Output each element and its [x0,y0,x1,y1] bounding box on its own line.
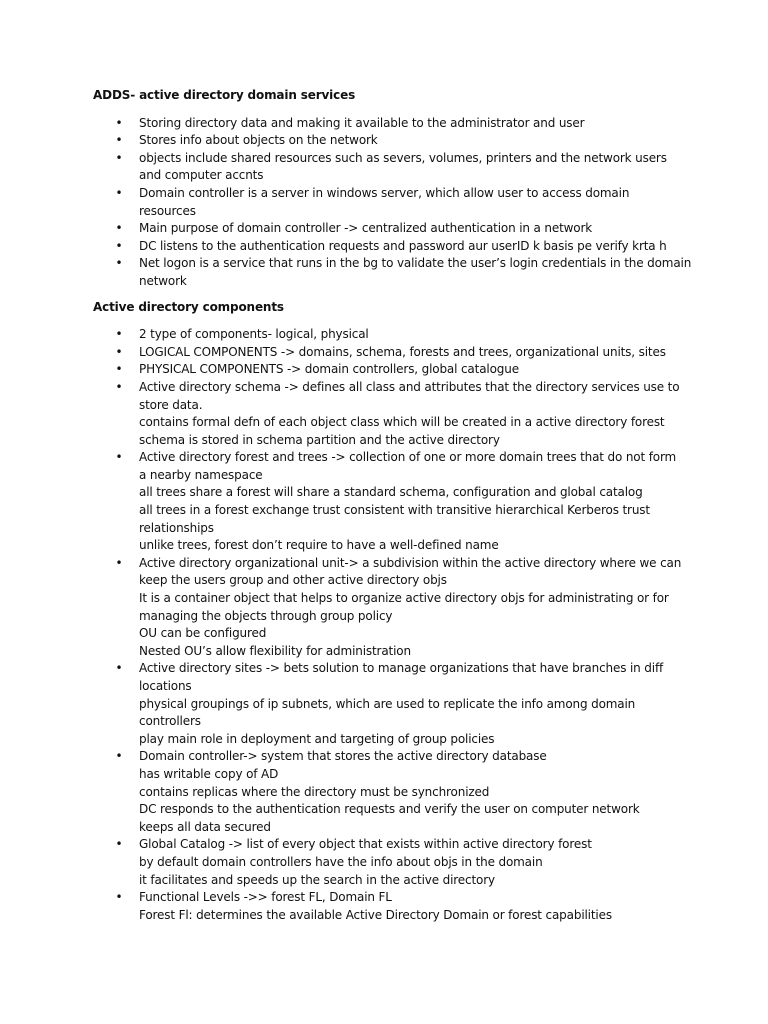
list-item-line: objects include shared resources such as severs, volumes, printers and the network users [139,150,667,165]
list-item-line: Storing directory data and making it available to the administrator and user [139,115,585,130]
list-item [93,185,708,220]
list-item-line: all trees share a forest will share a standard schema, configuration and global catalog [139,485,643,500]
bullet-icon: • [115,890,123,905]
bullet-icon: • [115,837,123,852]
list-item-line: It is a container object that helps to organize active directory objs for administrating or for [139,591,669,606]
list-item-line: Global Catalog -> list of every object that exists within active directory forest [139,837,592,852]
bullet-icon: • [115,362,123,377]
list-item-line: OU can be configured [139,626,267,641]
list-item-line: LOGICAL COMPONENTS -> domains, schema, forests and trees, organizational units, sites [139,344,666,359]
list-item-line: and computer accnts [139,168,264,183]
list-item [93,238,708,256]
list-item-line: all trees in a forest exchange trust consistent with transitive hierarchical Kerberos trust [139,503,650,518]
list-item [93,132,708,150]
bullet-icon: • [115,450,123,465]
list-item-line: 2 type of components- logical, physical [139,327,369,342]
list-item-line: by default domain controllers have the info about objs in the domain [139,854,543,869]
list-item-line: Active directory organizational unit-> a subdivision within the active directory where we can [139,555,682,570]
list-item-line: contains formal defn of each object class which will be created in a active directory forest [139,415,665,430]
list-item-line: Net logon is a service that runs in the bg to validate the user’s login credentials in the domain [139,256,692,271]
list-item [93,344,708,362]
list-item-line: Domain controller is a server in windows server, which allow user to access domain [139,185,630,200]
bullet-icon: • [115,221,123,236]
bullet-icon: • [115,327,123,342]
list-item-line: DC listens to the authentication requests and password aur userID k basis pe verify krta h [139,238,667,253]
list-item [93,555,708,661]
list-item-line: Active directory schema -> defines all class and attributes that the directory services use to [139,379,680,394]
list-item-line: store data. [139,397,203,412]
list-item-line: schema is stored in schema partition and the active directory [139,432,500,447]
bullet-icon: • [115,256,123,271]
list-item-line: Stores info about objects on the network [139,133,378,148]
list-item [93,660,708,748]
list-item [93,255,708,290]
list-item-line: Active directory forest and trees -> collection of one or more domain trees that do not form [139,450,677,465]
section-heading: Active directory components [93,299,284,314]
list-item [93,361,708,379]
list-item-line: Nested OU’s allow flexibility for administration [139,643,411,658]
list-item-line: DC responds to the authentication requests and verify the user on computer network [139,802,640,817]
list-item-line: resources [139,203,196,218]
list-item-line: it facilitates and speeds up the search in the active directory [139,872,495,887]
list-item-line: relationships [139,520,214,535]
section-heading: ADDS- active directory domain services [93,88,356,102]
list-item-line: locations [139,679,192,693]
bullet-icon: • [115,150,123,165]
bullet-list [93,326,708,924]
list-item [93,748,708,836]
bullet-icon: • [115,555,123,570]
list-item-line: Forest Fl: determines the available Active Directory Domain or forest capabilities [139,907,612,922]
list-item-line: Domain controller-> system that stores the active directory database [139,749,547,764]
list-item [93,889,708,924]
list-item-line: managing the objects through group policy [139,608,393,623]
list-item-line: a nearby namespace [139,467,263,482]
list-item [93,150,708,185]
section-2 [93,299,708,925]
list-item [93,326,708,344]
section-1 [93,87,708,291]
list-item-line: network [139,273,187,288]
list-item-line: contains replicas where the directory must be synchronized [139,784,490,799]
list-item-line: keeps all data secured [139,819,271,834]
list-item-line: keep the users group and other active directory objs [139,573,447,588]
list-item [93,449,708,555]
list-item-line: Main purpose of domain controller -> centralized authentication in a network [139,221,593,236]
bullet-icon: • [115,115,123,130]
list-item-line: play main role in deployment and targeting of group policies [139,731,495,746]
bullet-icon: • [115,133,123,148]
bullet-icon: • [115,185,123,200]
list-item-line: has writable copy of AD [139,766,279,781]
list-item-line: controllers [139,714,201,729]
bullet-list [93,115,708,291]
list-item [93,836,708,889]
list-item [93,220,708,238]
list-item-line: Functional Levels ->> forest FL, Domain FL [139,890,392,905]
list-item-line: PHYSICAL COMPONENTS -> domain controllers, global catalogue [139,362,519,377]
list-item [93,115,708,133]
bullet-icon: • [115,661,123,676]
list-item-line: Active directory sites -> bets solution to manage organizations that have branches in diff [139,661,664,676]
bullet-icon: • [115,379,123,394]
bullet-icon: • [115,749,123,764]
list-item [93,379,708,449]
list-item-line: physical groupings of ip subnets, which are used to replicate the info among domain [139,696,636,711]
bullet-icon: • [115,238,123,253]
bullet-icon: • [115,344,123,359]
list-item-line: unlike trees, forest don’t require to have a well-defined name [139,538,499,553]
